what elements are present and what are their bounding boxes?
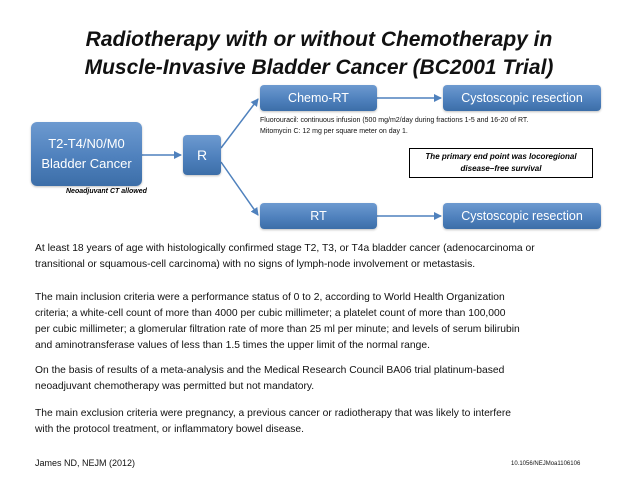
cystoscopic-resection-box-top: Cystoscopic resection <box>443 85 601 111</box>
neoadjuvant-paragraph <box>35 363 625 395</box>
neoadjuvant-note: Neoadjuvant CT allowed <box>66 188 147 195</box>
exclusion-criteria-paragraph <box>35 406 625 438</box>
paragraph-line: and aminotransferase values of less than 1.5 times the upper limit of the normal range. <box>35 340 430 351</box>
primary-endpoint-line-1: The primary end point was locoregional <box>425 152 577 161</box>
paragraph-line: neoadjuvant chemotherapy was permitted but not mandatory. <box>35 381 315 392</box>
primary-endpoint-box <box>409 148 593 178</box>
paragraph-line: transitional or squamous-cell carcinoma) with no signs of lymph-node involvement or metastasis. <box>35 259 476 270</box>
chemo-detail-mitomycin: Mitomycin C: 12 mg per square meter on day 1. <box>260 128 408 135</box>
arrow-r-to-rt <box>221 162 258 215</box>
patient-population-box <box>31 122 142 186</box>
chemo-detail-fluorouracil: Fluorouracil: continuous infusion (500 mg/m2/day during fractions 1-5 and 16-20 of RT. <box>260 117 529 124</box>
paragraph-line: with the protocol treatment, or inflammatory bowel disease. <box>35 424 304 435</box>
paragraph-line: per cubic millimeter; a glomerular filtration rate of more than 25 ml per minute; and levels of serum bilirubin <box>35 324 520 335</box>
primary-endpoint-line-2: disease–free survival <box>460 164 542 173</box>
paragraph-line: On the basis of results of a meta-analysis and the Medical Research Council BA06 trial platinum-based <box>35 365 505 376</box>
inclusion-criteria-paragraph <box>35 290 625 354</box>
paragraph-line: The main exclusion criteria were pregnancy, a previous cancer or radiotherapy that was likely to interfere <box>35 408 511 419</box>
chemo-rt-box: Chemo-RT <box>260 85 377 111</box>
paragraph-line: criteria; a white-cell count of more than 4000 per cubic millimeter; a platelet count of more than 100,000 <box>35 308 506 319</box>
doi: 10.1056/NEJMoa1106106 <box>511 461 581 467</box>
slide-title-line-2: Muscle-Invasive Bladder Cancer (BC2001 Trial) <box>84 56 554 79</box>
citation: James ND, NEJM (2012) <box>35 458 136 468</box>
eligibility-paragraph <box>35 241 625 273</box>
rt-box: RT <box>260 203 377 229</box>
randomization-box: R <box>183 135 221 175</box>
paragraph-line: At least 18 years of age with histologically confirmed stage T2, T3, or T4a bladder cancer (adenocarcinoma or <box>35 243 535 254</box>
arrow-r-to-chemo <box>221 99 258 148</box>
slide-title-line-1: Radiotherapy with or without Chemotherapy in <box>85 28 553 51</box>
paragraph-line: The main inclusion criteria were a performance status of 0 to 2, according to World Health Organization <box>35 292 505 303</box>
patient-box-line-2: Bladder Cancer <box>41 156 132 171</box>
cystoscopic-resection-box-bottom: Cystoscopic resection <box>443 203 601 229</box>
patient-box-line-1: T2-T4/N0/M0 <box>48 136 125 151</box>
